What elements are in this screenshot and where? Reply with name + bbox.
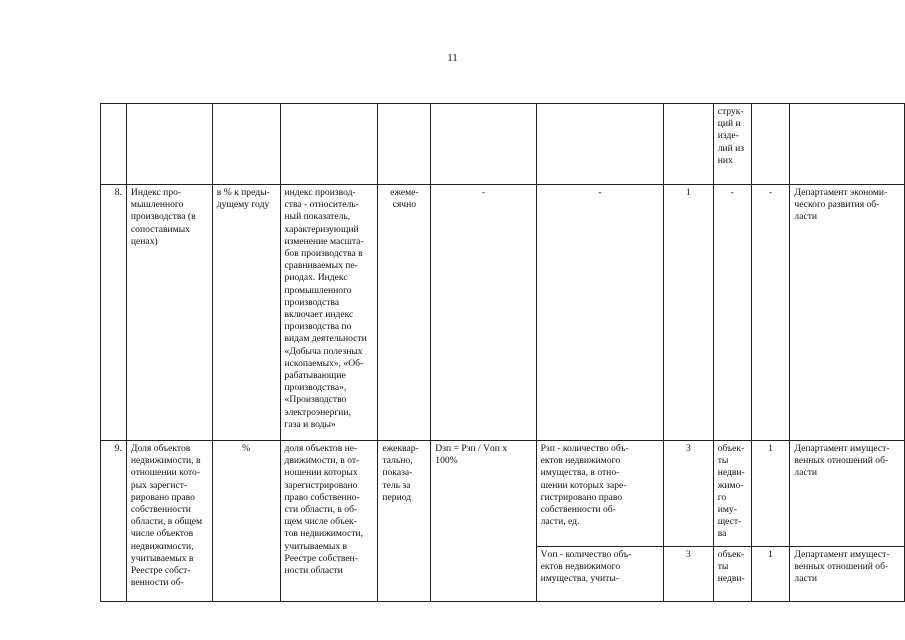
- components: Vоп - количество объ- ектов недвижимого имущества, учиты-: [536, 547, 663, 602]
- indicators-table: [100, 103, 905, 602]
- component-unit: объек- ты недви- жимо- го иму- щест- ва: [713, 441, 751, 547]
- table-row: [101, 185, 905, 441]
- component-unit: объек- ты недви-: [713, 547, 751, 602]
- source-code: -: [751, 185, 790, 441]
- indicator-name: Доля объектов недвижимости, в отношении кото- рых зарегист- рировано право собственности области, в общем числе объектов недвижимости, учитываемых в Реестре собст- венности об-: [126, 441, 212, 602]
- indicator-definition: доля объектов не- движимости, в от- ношении которых зарегистрировано право собственно- сти области, в об- щем числе объек- тов недвижимости, учитываемых в Реестре собствен- ности области: [280, 441, 378, 602]
- table-row: [101, 441, 905, 547]
- formula: -: [431, 185, 536, 441]
- row-number: 8.: [101, 185, 127, 441]
- indicator-name: Индекс про- мышленного производства (в сопоставимых ценах): [126, 185, 212, 441]
- responsible-department: Департамент экономи- ческого развития об- ласти: [790, 185, 905, 441]
- method-code: 1: [664, 185, 714, 441]
- unit-continued-cell: струк- ций и изде- лий из них: [713, 104, 751, 185]
- periodicity: ежеме- сячно: [378, 185, 431, 441]
- component-unit: -: [713, 185, 751, 441]
- source-code: 1: [751, 441, 790, 547]
- indicator-unit: в % к преды- дущему году: [212, 185, 280, 441]
- formula: Dзп = Рзп / Vоп x 100%: [431, 441, 536, 602]
- indicator-unit: %: [212, 441, 280, 602]
- method-code: 3: [664, 441, 714, 547]
- table-row: [101, 104, 905, 185]
- source-code: 1: [751, 547, 790, 602]
- indicator-definition: индекс производ- ства - относитель- ный показатель, характеризующий изменение масшта- бов производства в сравниваемых пе- риодах. Индекс промышленного производства включает индекс производства по видам деятельности «Добыча полезных ископаемых», «Об- рабатывающие производства», «Производство электроэнергии, газа и воды»: [280, 185, 378, 441]
- periodicity: ежеквар- тально, показа- тель за период: [378, 441, 431, 602]
- responsible-department: Департамент имущест- венных отношений об- ласти: [790, 441, 905, 547]
- method-code: 3: [664, 547, 714, 602]
- row-number: 9.: [101, 441, 127, 602]
- components: -: [536, 185, 663, 441]
- page-number: 11: [447, 52, 458, 64]
- components: Рзп - количество объ- ектов недвижимого имущества, в отно- шении которых заре- гистрировано право собственности об- ласти, ед.: [536, 441, 663, 547]
- responsible-department: Департамент имущест- венных отношений об- ласти: [790, 547, 905, 602]
